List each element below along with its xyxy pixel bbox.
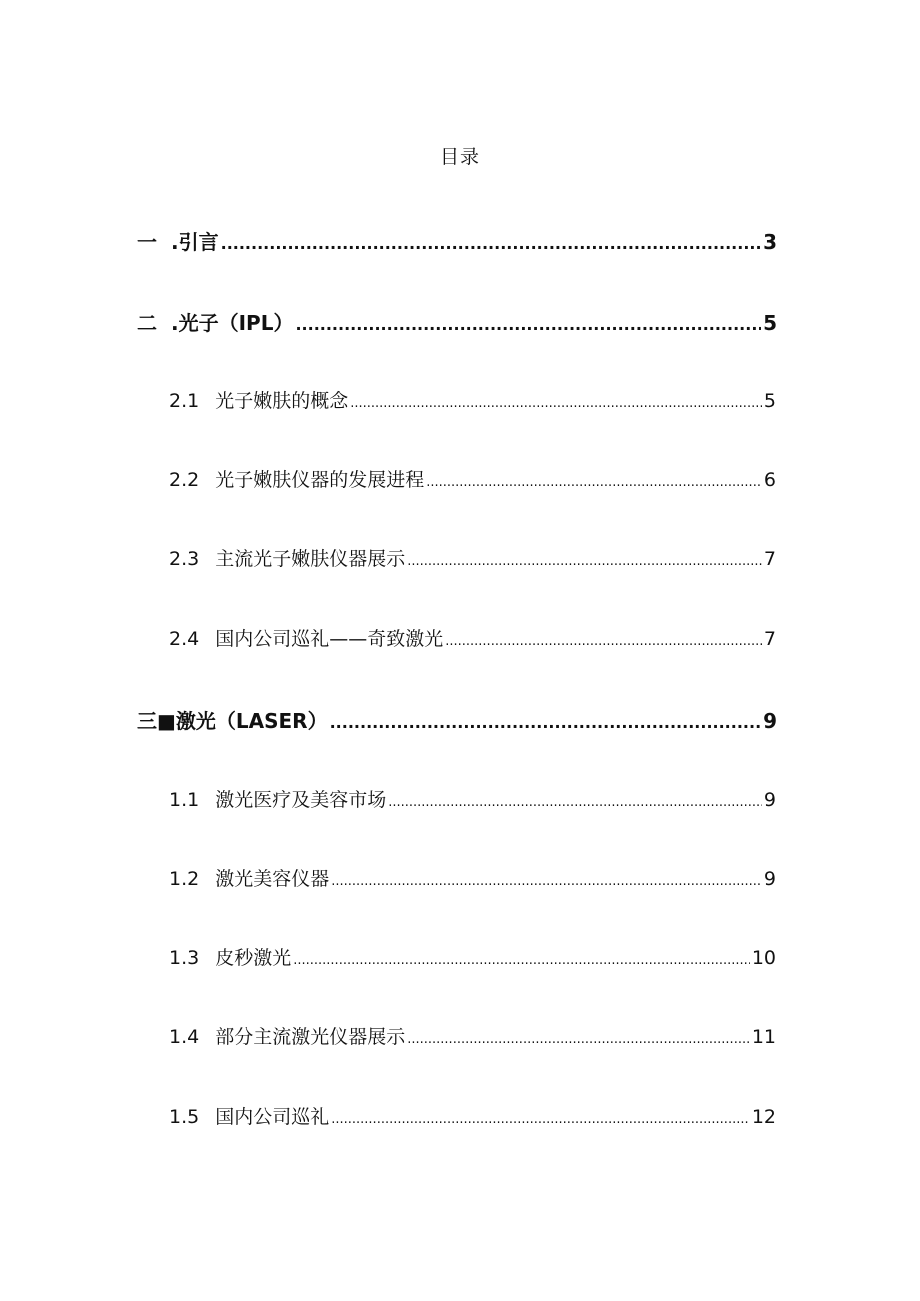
toc-dot-leader [426,475,762,490]
toc-entry-number: 一 [137,230,157,254]
toc-entry-number: 1.4 [169,1026,200,1048]
toc-entry-1-2[interactable] [169,864,776,891]
toc-entry-text: 皮秒激光 [215,947,292,969]
toc-dot-leader [221,234,761,253]
toc-entry-text: 国内公司巡礼——奇致激光 [215,628,444,650]
toc-entry-number: 2.2 [169,469,200,491]
toc-entry-2-1[interactable] [169,386,776,413]
toc-entry-text: 激光美容仪器 [215,868,330,890]
toc-entry-introduction[interactable] [137,226,777,255]
toc-entry-2-3[interactable] [169,544,776,571]
toc-dot-leader [407,554,762,569]
toc-entry-number: 三 [137,709,157,733]
toc-entry-laser[interactable] [137,705,777,734]
toc-dot-leader [407,1032,750,1047]
toc-page-number: 9 [763,709,777,733]
toc-entry-number: 2.3 [169,548,200,570]
toc-entry-number: 1.2 [169,868,200,890]
toc-page-number: 5 [763,390,776,412]
toc-entry-text: 光子嫩肤仪器的发展进程 [215,469,425,491]
toc-entry-text: 部分主流激光仪器展示 [215,1026,406,1048]
toc-page-number: 9 [763,789,776,811]
toc-entry-1-4[interactable] [169,1022,776,1049]
toc-page-number: 11 [751,1026,776,1048]
toc-dot-leader [331,1112,750,1127]
toc-page-number: 9 [763,868,776,890]
toc-entry-text: 主流光子嫩肤仪器展示 [215,548,406,570]
toc-entry-text: ■激光（LASER） [157,709,328,733]
toc-entry-number: 1.1 [169,789,200,811]
toc-entry-2-2[interactable] [169,465,776,492]
toc-entry-number: 2.4 [169,628,200,650]
toc-entry-text: .光子（IPL） [171,311,294,335]
toc-entry-1-5[interactable] [169,1102,776,1129]
toc-entry-1-3[interactable] [169,943,776,970]
toc-entry-2-4[interactable] [169,624,776,651]
toc-page-number: 6 [763,469,776,491]
toc-entry-text: 光子嫩肤的概念 [215,390,349,412]
toc-dot-leader [330,713,761,732]
toc-entry-number: 二 [137,311,157,335]
toc-dot-leader [295,315,761,334]
toc-entry-number: 1.3 [169,947,200,969]
toc-dot-leader [293,953,750,968]
toc-page-number: 5 [763,311,777,335]
toc-dot-leader [388,795,762,810]
toc-entry-1-1[interactable] [169,785,776,812]
toc-entry-text: 国内公司巡礼 [215,1106,330,1128]
toc-page-number: 10 [751,947,776,969]
toc-dot-leader [331,874,762,889]
toc-page-number: 12 [751,1106,776,1128]
toc-entry-number: 1.5 [169,1106,200,1128]
toc-dot-leader [350,396,762,411]
toc-dot-leader [445,634,762,649]
toc-page-number: 3 [763,230,777,254]
toc-title: 目录 [439,146,480,168]
toc-entry-text: .引言 [171,230,219,254]
toc-entry-ipl[interactable] [137,307,777,336]
toc-page-number: 7 [763,548,776,570]
toc-page-number: 7 [763,628,776,650]
toc-entry-text: 激光医疗及美容市场 [215,789,387,811]
toc-entry-number: 2.1 [169,390,200,412]
